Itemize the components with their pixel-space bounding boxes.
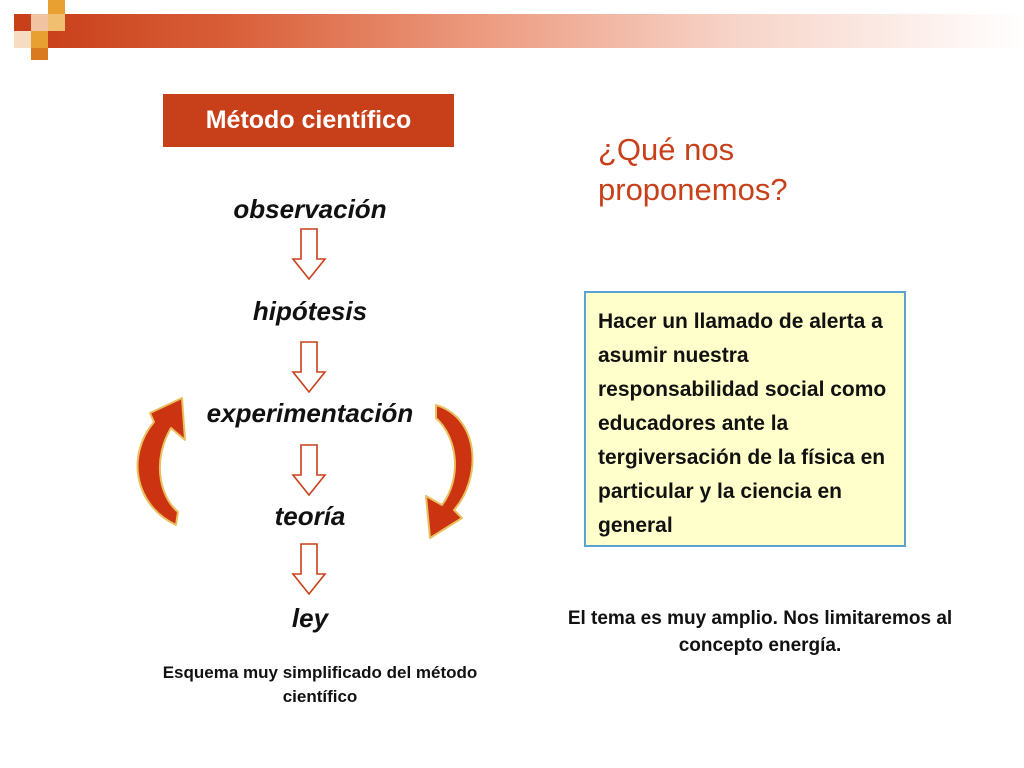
down-arrow-icon — [293, 229, 325, 279]
down-arrow-icon — [293, 544, 325, 594]
curved-arrow-left-icon — [138, 398, 185, 525]
info-box — [584, 291, 906, 547]
method-title-label: Método científico — [205, 106, 412, 134]
step-theory: teoría — [274, 501, 346, 531]
scope-caption: El tema es muy amplio. Nos limitaremos al concepto energía. — [567, 608, 953, 656]
step-observation: observación — [233, 194, 387, 224]
info-box-text: Hacer un llamado de alerta a asumir nuestra responsabilidad social como educadores ante la tergiversación de la física en particular y la ciencia en general — [598, 310, 887, 537]
step-experimentation: experimentación — [206, 398, 414, 428]
down-arrow-icon — [293, 342, 325, 392]
step-hypothesis: hipótesis — [252, 296, 368, 326]
curved-arrow-right-icon — [426, 405, 473, 538]
diagram-caption: Esquema muy simplificado del método científico — [162, 663, 478, 706]
step-law: ley — [291, 603, 329, 633]
question-heading: ¿Qué nos proponemos? — [598, 132, 788, 207]
down-arrow-icon — [293, 445, 325, 495]
